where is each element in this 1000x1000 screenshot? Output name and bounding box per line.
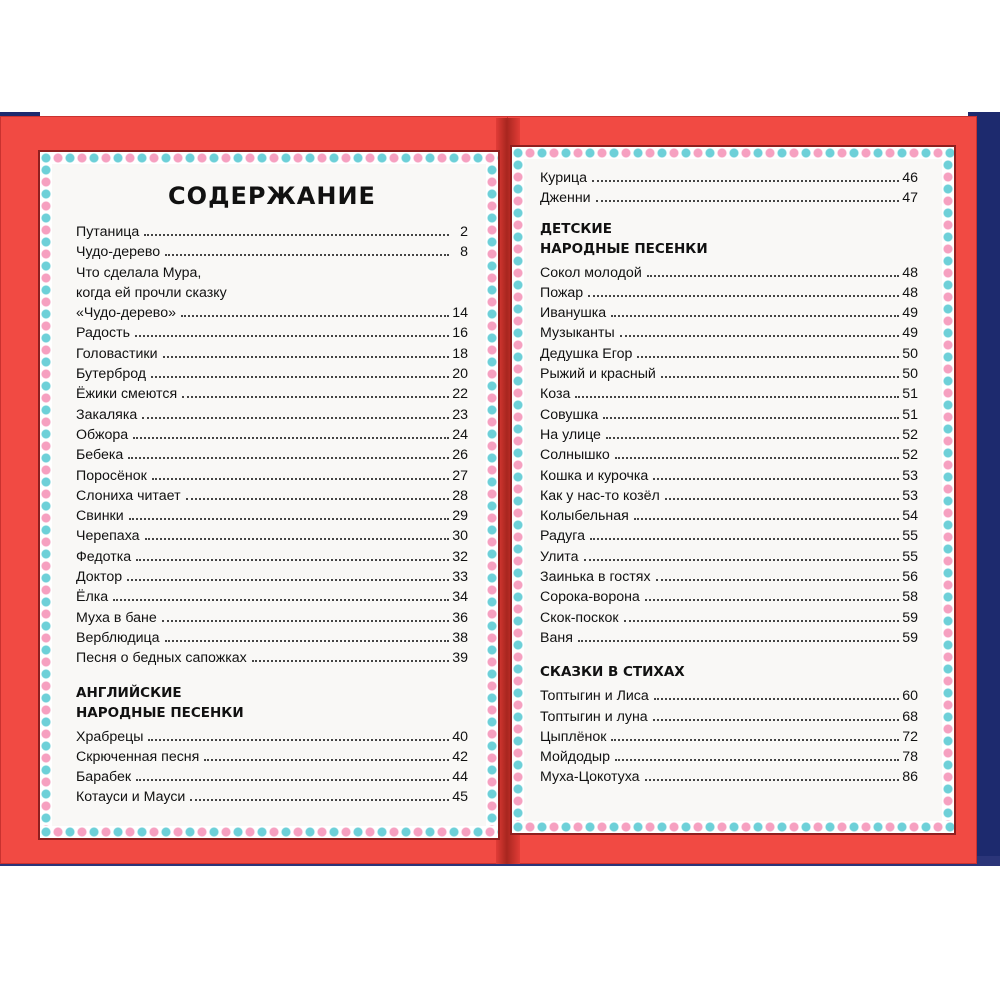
toc-entry-title: Курица xyxy=(540,170,588,186)
toc-entry-title: Что сделала Мура, xyxy=(76,264,202,281)
toc-entry xyxy=(76,569,468,589)
dot-leader xyxy=(661,367,899,378)
toc-page-number: 68 xyxy=(902,708,918,725)
dot-leader xyxy=(645,770,899,781)
toc-entry xyxy=(76,749,468,769)
right-toc-list xyxy=(540,170,918,211)
dot-leader xyxy=(575,387,899,398)
dot-leader xyxy=(186,489,449,500)
toc-entry-title: Храбрецы xyxy=(76,728,144,745)
toc-page-number: 52 xyxy=(902,447,918,464)
toc-page-number: 51 xyxy=(902,406,918,423)
dot-leader xyxy=(133,428,449,439)
toc-page-number: 55 xyxy=(902,548,918,565)
toc-entry xyxy=(540,468,918,488)
dot-leader xyxy=(637,347,899,358)
scallop-border-side-right-outer xyxy=(942,159,954,821)
toc-entry xyxy=(76,630,468,650)
toc-page-number: 16 xyxy=(452,325,468,342)
dot-leader xyxy=(653,710,899,721)
toc-page-number: 36 xyxy=(452,609,468,626)
dot-leader xyxy=(163,347,449,358)
dot-leader xyxy=(162,611,449,622)
toc-entry-title: Пожар xyxy=(540,284,584,301)
toc-page-number: 53 xyxy=(902,487,918,504)
toc-page-number: 33 xyxy=(452,569,468,586)
toc-entry-title: Ёжики смеются xyxy=(76,386,178,403)
toc-page-number: 58 xyxy=(902,589,918,606)
dot-leader xyxy=(136,770,449,781)
scallop-border-side-left-inner xyxy=(486,164,498,826)
toc-page-number: 50 xyxy=(902,345,918,362)
scallop-border-bottom-right xyxy=(512,821,954,833)
dot-leader xyxy=(145,529,449,540)
toc-entry xyxy=(540,407,918,427)
toc-page-number: 60 xyxy=(902,688,918,705)
toc-page-number: 18 xyxy=(452,345,468,362)
toc-entry xyxy=(540,447,918,467)
toc-page-number: 38 xyxy=(452,629,468,646)
toc-entry-title: Черепаха xyxy=(76,528,140,545)
toc-entry-title: Песня о бедных сапожках xyxy=(76,650,247,667)
toc-entry-title: Сорока-ворона xyxy=(540,589,640,606)
toc-entry-title: Муха в бане xyxy=(76,609,157,626)
dot-leader xyxy=(634,509,899,520)
dot-leader xyxy=(606,428,899,439)
toc-entry xyxy=(540,305,918,325)
dot-leader xyxy=(611,730,899,741)
section-heading-line: АНГЛИЙСКИЕ xyxy=(76,684,182,701)
dot-leader xyxy=(653,469,899,480)
toc-entry xyxy=(540,549,918,569)
toc-entry-title: Скок-поскок xyxy=(540,609,619,626)
toc-page-number: 20 xyxy=(452,366,468,383)
section-heading-verse-tales xyxy=(540,662,918,682)
toc-entry-title: Цыплёнок xyxy=(540,728,607,745)
toc-page-number: 48 xyxy=(902,284,918,301)
toc-page-number: 54 xyxy=(902,508,918,525)
toc-page-number: 56 xyxy=(902,569,918,586)
toc-page-number: 8 xyxy=(460,244,468,261)
toc-entry-title: Как у нас-то козёл xyxy=(540,487,660,504)
toc-entry-title: Заинька в гостях xyxy=(540,569,651,586)
toc-entry xyxy=(76,589,468,609)
contents-heading: СОДЕРЖАНИЕ xyxy=(168,182,376,210)
toc-entry-title: Федотка xyxy=(76,548,132,565)
toc-page-number: 55 xyxy=(902,528,918,545)
toc-page-number: 30 xyxy=(452,528,468,545)
dot-leader xyxy=(592,171,899,182)
section-heading-line: НАРОДНЫЕ ПЕСЕНКИ xyxy=(76,704,244,721)
toc-page-number: 44 xyxy=(452,769,468,786)
toc-entry-title: Скрюченная песня xyxy=(76,748,200,765)
toc-entry xyxy=(540,589,918,609)
toc-entry-title: Совушка xyxy=(540,406,599,423)
toc-entry xyxy=(540,170,918,190)
toc-page-number: 59 xyxy=(902,609,918,626)
toc-entry-title: Верблюдица xyxy=(76,629,160,646)
toc-page-number: 51 xyxy=(902,386,918,403)
toc-entry xyxy=(540,749,918,769)
toc-page-number: 23 xyxy=(452,406,468,423)
toc-page-number: 48 xyxy=(902,264,918,281)
dot-leader xyxy=(596,191,899,202)
dot-leader xyxy=(252,651,449,662)
toc-page-number: 72 xyxy=(902,728,918,745)
toc-page-number: 24 xyxy=(452,426,468,443)
toc-entry-title: Мойдодыр xyxy=(540,749,611,766)
scallop-border-bottom-left xyxy=(40,826,498,838)
dot-leader xyxy=(182,387,449,398)
toc-entry xyxy=(76,427,468,447)
toc-entry-title: Котауси и Мауси xyxy=(76,789,186,806)
scallop-border-side-left-outer xyxy=(40,164,52,826)
toc-page-number: 86 xyxy=(902,769,918,786)
dot-leader xyxy=(584,550,900,561)
dot-leader xyxy=(144,225,449,236)
toc-entry-title: Топтыгин и луна xyxy=(540,708,648,725)
toc-entry-title: когда ей прочли сказку xyxy=(76,284,227,301)
toc-entry xyxy=(540,610,918,630)
dot-leader xyxy=(590,529,899,540)
toc-entry-title: Ёлка xyxy=(76,589,109,606)
dot-leader xyxy=(588,286,899,297)
toc-entry xyxy=(540,346,918,366)
toc-entry xyxy=(540,488,918,508)
dot-leader xyxy=(615,448,899,459)
toc-page-number: 40 xyxy=(452,728,468,745)
toc-page-number: 42 xyxy=(452,748,468,765)
toc-entry-title: Обжора xyxy=(76,426,129,443)
scallop-border-top-left xyxy=(40,152,498,164)
toc-entry-title: Доктор xyxy=(76,569,123,586)
dot-leader xyxy=(645,590,899,601)
dot-leader xyxy=(127,570,449,581)
section-heading-line: СКАЗКИ В СТИХАХ xyxy=(540,664,685,681)
toc-page-number: 32 xyxy=(452,548,468,565)
dot-leader xyxy=(129,509,449,520)
toc-entry-title: Радость xyxy=(76,325,131,342)
toc-entry-title: Поросёнок xyxy=(76,467,147,484)
toc-entry xyxy=(76,508,468,528)
toc-entry xyxy=(540,729,918,749)
toc-entry-title: Радуга xyxy=(540,528,586,545)
dot-leader xyxy=(152,469,449,480)
toc-entry xyxy=(76,528,468,548)
dot-leader xyxy=(656,570,899,581)
english-songs-list xyxy=(76,729,468,810)
dot-leader xyxy=(611,306,899,317)
toc-entry-title: Сокол молодой xyxy=(540,264,642,281)
toc-entry xyxy=(76,769,468,789)
toc-entry xyxy=(540,325,918,345)
toc-entry-title: Свинки xyxy=(76,508,124,525)
toc-entry xyxy=(76,407,468,427)
section-heading-english xyxy=(76,683,468,723)
toc-page-number: 28 xyxy=(452,487,468,504)
toc-page-number: 39 xyxy=(452,650,468,667)
left-toc-list xyxy=(76,224,468,671)
dot-leader xyxy=(135,326,449,337)
toc-page-number: 49 xyxy=(902,305,918,322)
toc-entry xyxy=(540,709,918,729)
children-songs-list xyxy=(540,265,918,651)
toc-entry-title: Иванушка xyxy=(540,305,607,322)
dot-leader xyxy=(615,750,899,761)
toc-page-number: 47 xyxy=(902,190,918,207)
toc-entry-title: Муха-Цокотуха xyxy=(540,769,640,786)
dot-leader xyxy=(647,266,899,277)
dot-leader xyxy=(190,790,449,801)
dot-leader xyxy=(165,245,449,256)
toc-entry xyxy=(540,265,918,285)
toc-entry xyxy=(540,190,918,210)
verse-tales-list xyxy=(540,688,918,789)
toc-page-number: 29 xyxy=(452,508,468,525)
toc-entry-title: Бебека xyxy=(76,447,124,464)
toc-entry xyxy=(540,427,918,447)
toc-entry-title: Улита xyxy=(540,548,579,565)
toc-page-number: 49 xyxy=(902,325,918,342)
toc-entry xyxy=(540,769,918,789)
scallop-border-top-right xyxy=(512,147,954,159)
dot-leader xyxy=(151,367,449,378)
section-heading-line: ДЕТСКИЕ xyxy=(540,220,612,237)
toc-entry xyxy=(76,366,468,386)
toc-entry xyxy=(540,630,918,650)
toc-entry-title: Дженни xyxy=(540,190,591,207)
dot-leader xyxy=(136,550,449,561)
toc-page-number: 53 xyxy=(902,467,918,484)
dot-leader xyxy=(620,326,899,337)
left-page-contents xyxy=(76,176,468,810)
toc-entry-title: Закаляка xyxy=(76,406,138,423)
toc-entry xyxy=(76,488,468,508)
toc-page-number: 34 xyxy=(452,589,468,606)
scallop-border-side-right-inner xyxy=(512,159,524,821)
toc-page-number: 27 xyxy=(452,467,468,484)
dot-leader xyxy=(665,489,899,500)
dot-leader xyxy=(113,590,449,601)
toc-entry-title: Головастики xyxy=(76,345,158,362)
dot-leader xyxy=(128,448,449,459)
toc-entry-title: На улице xyxy=(540,426,601,443)
toc-entry xyxy=(76,789,468,809)
toc-entry xyxy=(540,366,918,386)
toc-entry xyxy=(76,224,468,244)
toc-entry xyxy=(540,386,918,406)
toc-entry xyxy=(76,325,468,345)
toc-page-number: 59 xyxy=(902,629,918,646)
toc-page-number: 78 xyxy=(902,749,918,766)
section-heading-line: НАРОДНЫЕ ПЕСЕНКИ xyxy=(540,240,708,257)
toc-entry-title: Кошка и курочка xyxy=(540,467,649,484)
toc-page-number: 52 xyxy=(902,426,918,443)
toc-entry-title: Музыканты xyxy=(540,325,615,342)
toc-entry-title: Путаница xyxy=(76,224,140,240)
toc-page-number: 22 xyxy=(452,386,468,403)
toc-entry-title: Солнышко xyxy=(540,447,610,464)
dot-leader xyxy=(603,408,899,419)
dot-leader xyxy=(654,689,899,700)
right-page-contents xyxy=(540,170,918,790)
toc-entry-title: Чудо-дерево xyxy=(76,244,161,261)
toc-entry xyxy=(76,549,468,569)
dot-leader xyxy=(578,631,899,642)
dot-leader xyxy=(204,750,449,761)
toc-entry-title: Барабек xyxy=(76,769,132,786)
toc-entry xyxy=(540,508,918,528)
toc-page-number: 26 xyxy=(452,447,468,464)
toc-page-number: 50 xyxy=(902,366,918,383)
toc-entry xyxy=(76,610,468,630)
toc-page-number: 14 xyxy=(452,305,468,322)
toc-entry xyxy=(76,729,468,749)
toc-entry xyxy=(540,285,918,305)
toc-entry xyxy=(540,688,918,708)
toc-entry xyxy=(540,528,918,548)
toc-entry xyxy=(76,650,468,670)
toc-entry-title: Колыбельная xyxy=(540,508,629,525)
dot-leader xyxy=(165,631,449,642)
toc-entry-title: Ваня xyxy=(540,629,573,646)
toc-entry xyxy=(540,569,918,589)
toc-entry-title: «Чудо-дерево» xyxy=(76,305,176,322)
toc-page-number: 45 xyxy=(452,789,468,806)
section-heading-children xyxy=(540,219,918,259)
dot-leader xyxy=(148,730,449,741)
toc-page-number: 2 xyxy=(460,224,468,240)
toc-entry-title: Бутерброд xyxy=(76,366,147,383)
toc-entry xyxy=(76,447,468,467)
toc-entry xyxy=(76,244,468,264)
dot-leader xyxy=(624,611,899,622)
toc-entry-title: Слониха читает xyxy=(76,487,181,504)
dot-leader xyxy=(181,306,449,317)
toc-entry-title: Топтыгин и Лиса xyxy=(540,688,649,705)
toc-entry xyxy=(76,346,468,366)
toc-page-number: 46 xyxy=(902,170,918,186)
toc-entry xyxy=(76,468,468,488)
toc-entry-title: Коза xyxy=(540,386,571,403)
toc-entry-title: Дедушка Егор xyxy=(540,345,633,362)
dot-leader xyxy=(142,408,449,419)
toc-entry xyxy=(76,386,468,406)
toc-entry-title: Рыжий и красный xyxy=(540,366,656,383)
toc-entry xyxy=(76,305,468,325)
